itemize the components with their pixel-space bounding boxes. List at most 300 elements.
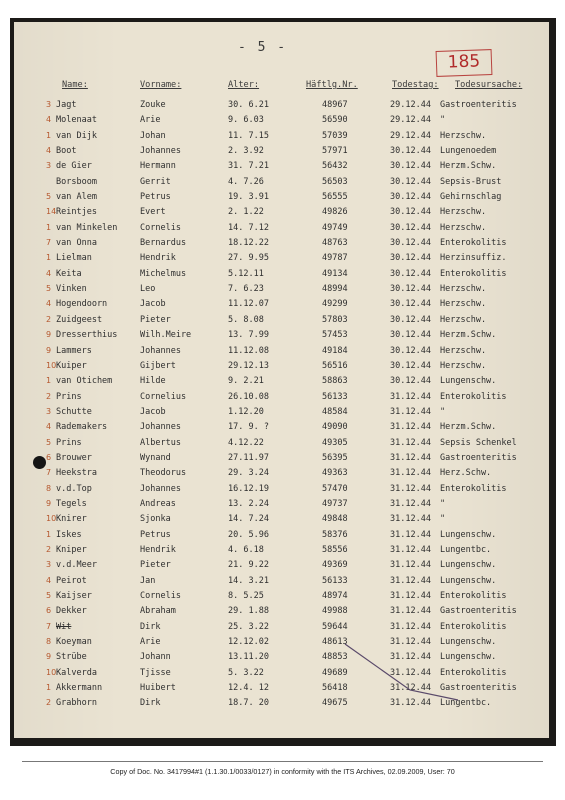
table-row [0, 115, 565, 130]
cell-death-date: 30.12.44 [390, 268, 431, 279]
cell-birthdate: 9. 2.21 [228, 376, 264, 387]
row-tally-mark: 10 [46, 667, 57, 677]
cell-cause-of-death: Herzschw. [440, 299, 487, 310]
table-row [0, 499, 565, 514]
cell-name: van Dijk [56, 130, 97, 141]
row-tally-mark: 7 [46, 468, 52, 478]
cell-cause-of-death: Herzschw. [440, 284, 487, 295]
table-row [0, 545, 565, 560]
cell-birthdate: 29. 3.24 [228, 468, 269, 479]
cell-vorname: Johann [140, 652, 171, 663]
cell-vorname: Dirk [140, 698, 161, 709]
cell-birthdate: 12.4. 12 [228, 683, 269, 694]
row-tally-mark: 8 [46, 637, 52, 647]
cell-birthdate: 8. 5.25 [228, 591, 264, 601]
cell-prisoner-number: 48974 [322, 591, 348, 601]
table-row [0, 376, 565, 391]
cell-birthdate: 5. 8.08 [228, 314, 264, 325]
cell-name: Prins [56, 437, 82, 448]
cell-vorname: Johan [140, 130, 166, 141]
cell-cause-of-death: Gastroenteritis [440, 452, 517, 463]
cell-name: Dekker [56, 606, 87, 617]
row-tally-mark: 14 [46, 207, 57, 217]
row-tally-mark: 2 [46, 544, 52, 554]
cell-name: Molenaat [56, 115, 97, 126]
cell-prisoner-number: 49988 [322, 606, 348, 617]
cell-birthdate: 11.12.07 [228, 299, 269, 310]
row-tally-mark: 6 [46, 606, 52, 616]
cell-cause-of-death: Enterokolitis [440, 621, 507, 632]
row-tally-mark: 5 [46, 192, 52, 202]
cell-vorname: Jacob [140, 406, 166, 417]
cell-name: Boot [56, 146, 77, 157]
cell-cause-of-death: Lungenoedem [440, 146, 497, 157]
cell-death-date: 30.12.44 [390, 299, 431, 310]
table-row [0, 100, 565, 115]
cell-prisoner-number: 49134 [322, 268, 348, 279]
cell-birthdate: 13. 2.24 [228, 498, 269, 509]
cell-vorname: Pieter [140, 314, 171, 325]
cell-death-date: 31.12.44 [390, 514, 431, 525]
table-row [0, 683, 565, 698]
cell-vorname: Johannes [140, 345, 181, 356]
cell-cause-of-death: " [440, 115, 446, 126]
cell-name: Schutte [56, 406, 92, 417]
table-row [0, 668, 565, 683]
cell-prisoner-number: 57453 [322, 330, 348, 341]
cell-birthdate: 1.12.20 [228, 406, 264, 417]
cell-vorname: Michelmus [140, 268, 187, 279]
cell-birthdate: 5. 3.22 [228, 667, 264, 678]
death-register-list [0, 100, 565, 714]
row-tally-mark: 4 [46, 146, 52, 156]
cell-birthdate: 17. 9. ? [228, 422, 269, 433]
cell-birthdate: 29. 1.88 [228, 606, 269, 617]
cell-death-date: 31.12.44 [390, 498, 431, 509]
cell-name: Lammers [56, 345, 92, 356]
cell-birthdate: 11. 7.15 [228, 130, 269, 141]
cell-birthdate: 16.12.19 [228, 483, 269, 494]
row-tally-mark: 5 [46, 591, 52, 600]
cell-death-date: 29.12.44 [390, 130, 431, 141]
cell-cause-of-death: " [440, 406, 446, 417]
cell-vorname: Zouke [140, 100, 166, 110]
table-row [0, 284, 565, 299]
cell-name: van Onna [56, 238, 97, 249]
cell-cause-of-death: " [440, 514, 446, 525]
row-tally-mark: 1 [46, 529, 52, 539]
table-row [0, 223, 565, 238]
cell-name: Kalverda [56, 667, 97, 678]
cell-prisoner-number: 49305 [322, 437, 348, 448]
cell-prisoner-number: 57039 [322, 130, 348, 141]
cell-name: v.d.Top [56, 483, 92, 494]
cell-death-date: 30.12.44 [390, 330, 431, 341]
table-row [0, 299, 565, 314]
cell-death-date: 31.12.44 [390, 437, 431, 448]
cell-prisoner-number: 49184 [322, 345, 348, 356]
cell-name: Lielman [56, 253, 92, 264]
cell-birthdate: 19. 3.91 [228, 192, 269, 203]
cell-birthdate: 2. 3.92 [228, 146, 264, 157]
table-row [0, 131, 565, 146]
cell-cause-of-death: Lungenschw. [440, 652, 497, 663]
cell-vorname: Theodorus [140, 468, 187, 479]
row-tally-mark: 3 [46, 100, 52, 109]
cell-prisoner-number: 58863 [322, 376, 348, 387]
cell-death-date: 31.12.44 [390, 667, 431, 678]
cell-prisoner-number: 56590 [322, 115, 348, 126]
cell-cause-of-death: Herzschw. [440, 345, 487, 356]
table-row [0, 637, 565, 652]
header-haftling-nr: Häftlg.Nr. [306, 80, 358, 90]
row-tally-mark: 4 [46, 575, 52, 585]
row-tally-mark: 2 [46, 698, 52, 708]
cell-birthdate: 18.7. 20 [228, 698, 269, 709]
row-tally-mark: 1 [46, 683, 52, 693]
cell-death-date: 31.12.44 [390, 544, 431, 555]
header-todestag: Todestag: [392, 80, 439, 90]
cell-vorname: Huibert [140, 683, 176, 694]
cell-death-date: 31.12.44 [390, 591, 431, 601]
cell-cause-of-death: Lungenschw. [440, 376, 497, 387]
ink-blot [33, 456, 46, 469]
cell-vorname: Hermann [140, 161, 176, 172]
cell-cause-of-death: Enterokolitis [440, 667, 507, 678]
cell-prisoner-number: 48853 [322, 652, 348, 663]
row-tally-mark: 9 [46, 345, 52, 355]
cell-cause-of-death: Herzm.Schw. [440, 330, 497, 341]
cell-death-date: 31.12.44 [390, 422, 431, 433]
cell-prisoner-number: 59644 [322, 621, 348, 632]
cell-birthdate: 21. 9.22 [228, 560, 269, 571]
cell-cause-of-death: Enterokolitis [440, 238, 507, 249]
row-tally-mark: 2 [46, 314, 52, 324]
cell-birthdate: 29.12.13 [228, 360, 269, 371]
row-tally-mark: 1 [46, 376, 52, 386]
cell-vorname: Arie [140, 115, 161, 126]
cell-name: Kuiper [56, 360, 87, 371]
cell-prisoner-number: 48584 [322, 406, 348, 417]
row-tally-mark: 1 [46, 222, 52, 232]
cell-vorname: Sjonka [140, 514, 171, 525]
cell-vorname: Hilde [140, 376, 166, 387]
page-number: - 5 - [238, 40, 288, 55]
cell-vorname: Bernardus [140, 238, 187, 249]
table-row [0, 161, 565, 176]
cell-vorname: Andreas [140, 498, 176, 509]
row-tally-mark: 5 [46, 437, 52, 447]
cell-cause-of-death: Lungentbc. [440, 544, 492, 555]
cell-cause-of-death: " [440, 498, 446, 509]
cell-birthdate: 25. 3.22 [228, 621, 269, 632]
cell-birthdate: 4. 6.18 [228, 544, 264, 555]
cell-cause-of-death: Enterokolitis [440, 268, 507, 279]
table-row [0, 698, 565, 713]
cell-name: Tegels [56, 498, 87, 509]
cell-cause-of-death: Gastroenteritis [440, 606, 517, 617]
cell-birthdate: 2. 1.22 [228, 207, 264, 218]
cell-prisoner-number: 49749 [322, 222, 348, 233]
cell-cause-of-death: Herzschw. [440, 222, 487, 233]
table-row [0, 269, 565, 284]
cell-vorname: Petrus [140, 529, 171, 540]
table-row [0, 591, 565, 606]
cell-death-date: 30.12.44 [390, 314, 431, 325]
cell-birthdate: 13. 7.99 [228, 330, 269, 341]
cell-death-date: 30.12.44 [390, 345, 431, 356]
cell-name: Jagt [56, 100, 77, 110]
cell-birthdate: 12.12.02 [228, 637, 269, 648]
cell-vorname: Pieter [140, 560, 171, 571]
cell-vorname: Jacob [140, 299, 166, 310]
cell-name: Reintjes [56, 207, 97, 218]
row-tally-mark: 2 [46, 391, 52, 401]
cell-death-date: 30.12.44 [390, 253, 431, 264]
cell-death-date: 31.12.44 [390, 391, 431, 402]
table-row [0, 484, 565, 499]
cell-name: Zuidgeest [56, 314, 103, 325]
table-header [0, 80, 565, 96]
cell-vorname: Cornelis [140, 222, 181, 233]
cell-name: Prins [56, 391, 82, 402]
row-tally-mark: 7 [46, 238, 52, 248]
row-tally-mark: 4 [46, 299, 52, 309]
table-row [0, 346, 565, 361]
cell-vorname: Johannes [140, 146, 181, 157]
row-tally-mark: 7 [46, 621, 52, 631]
cell-death-date: 30.12.44 [390, 176, 431, 187]
cell-prisoner-number: 56503 [322, 176, 348, 187]
cell-cause-of-death: Herz.Schw. [440, 468, 492, 479]
cell-cause-of-death: Lungenschw. [440, 637, 497, 648]
archive-footer: Copy of Doc. No. 3417994#1 (1.1.30.1/0033/0127) in conformity with the ITS Archives, 02.09.2009, User: 70 [110, 767, 455, 776]
cell-name: Keita [56, 268, 82, 279]
row-tally-mark: 4 [46, 115, 52, 125]
row-tally-mark: 1 [46, 130, 52, 140]
table-row [0, 514, 565, 529]
cell-prisoner-number: 49689 [322, 667, 348, 678]
row-tally-mark: 3 [46, 560, 52, 570]
table-row [0, 453, 565, 468]
cell-prisoner-number: 58556 [322, 544, 348, 555]
archive-stamp: 185 [436, 49, 493, 77]
row-tally-mark: 6 [46, 452, 52, 462]
cell-death-date: 30.12.44 [390, 360, 431, 371]
cell-prisoner-number: 57971 [322, 146, 348, 157]
cell-death-date: 30.12.44 [390, 238, 431, 249]
cell-prisoner-number: 48967 [322, 100, 348, 110]
cell-death-date: 31.12.44 [390, 468, 431, 479]
row-tally-mark: 10 [46, 514, 57, 524]
cell-death-date: 31.12.44 [390, 683, 431, 694]
header-alter: Alter: [228, 80, 260, 90]
cell-prisoner-number: 56418 [322, 683, 348, 694]
cell-cause-of-death: Sepsis Schenkel [440, 437, 517, 448]
cell-death-date: 31.12.44 [390, 406, 431, 417]
table-row [0, 253, 565, 268]
table-row [0, 207, 565, 222]
cell-cause-of-death: Sepsis-Brust [440, 176, 502, 187]
cell-birthdate: 20. 5.96 [228, 529, 269, 540]
row-tally-mark: 1 [46, 253, 52, 263]
cell-vorname: Leo [140, 284, 156, 295]
cell-birthdate: 27.11.97 [228, 452, 269, 463]
row-tally-mark: 8 [46, 483, 52, 493]
table-row [0, 560, 565, 575]
cell-birthdate: 18.12.22 [228, 238, 269, 249]
cell-death-date: 30.12.44 [390, 284, 431, 295]
table-row [0, 146, 565, 161]
cell-birthdate: 14. 7.12 [228, 222, 269, 233]
row-tally-mark: 9 [46, 330, 52, 340]
cell-cause-of-death: Herzm.Schw. [440, 161, 497, 172]
cell-name: Wit [56, 621, 72, 632]
row-tally-mark: 5 [46, 284, 52, 294]
cell-name: Peirot [56, 575, 87, 586]
cell-death-date: 31.12.44 [390, 606, 431, 617]
cell-vorname: Arie [140, 637, 161, 648]
cell-cause-of-death: Herzinsuffiz. [440, 253, 507, 264]
table-row [0, 330, 565, 345]
cell-birthdate: 14. 3.21 [228, 575, 269, 586]
table-row [0, 177, 565, 192]
cell-prisoner-number: 48763 [322, 238, 348, 249]
cell-cause-of-death: Herzschw. [440, 130, 487, 141]
cell-prisoner-number: 49826 [322, 207, 348, 218]
cell-name: Borsboom [56, 176, 97, 187]
cell-vorname: Tjisse [140, 667, 171, 678]
cell-vorname: Gijbert [140, 360, 176, 371]
table-row [0, 468, 565, 483]
cell-birthdate: 5.12.11 [228, 268, 264, 279]
row-tally-mark: 9 [46, 498, 52, 508]
cell-vorname: Johannes [140, 422, 181, 433]
cell-birthdate: 27. 9.95 [228, 253, 269, 264]
header-name: Name: [62, 80, 88, 90]
cell-death-date: 29.12.44 [390, 100, 431, 110]
cell-death-date: 30.12.44 [390, 207, 431, 218]
cell-prisoner-number: 57803 [322, 314, 348, 325]
cell-name: v.d.Meer [56, 560, 97, 571]
cell-birthdate: 9. 6.03 [228, 115, 264, 126]
cell-prisoner-number: 49299 [322, 299, 348, 310]
cell-name: Hogendoorn [56, 299, 108, 310]
header-vorname: Vorname: [140, 80, 182, 90]
cell-name: Iskes [56, 529, 82, 540]
row-tally-mark: 10 [46, 360, 57, 370]
cell-cause-of-death: Gastroenteritis [440, 100, 517, 110]
cell-prisoner-number: 49369 [322, 560, 348, 571]
table-row [0, 652, 565, 667]
cell-death-date: 30.12.44 [390, 161, 431, 172]
cell-name: Vinken [56, 284, 87, 295]
cell-death-date: 31.12.44 [390, 452, 431, 463]
cell-death-date: 31.12.44 [390, 575, 431, 586]
cell-death-date: 30.12.44 [390, 192, 431, 203]
footer-divider [22, 761, 543, 762]
cell-vorname: Albertus [140, 437, 181, 448]
cell-prisoner-number: 49848 [322, 514, 348, 525]
cell-vorname: Hendrik [140, 253, 176, 264]
cell-prisoner-number: 49363 [322, 468, 348, 479]
cell-birthdate: 11.12.08 [228, 345, 269, 356]
cell-death-date: 31.12.44 [390, 637, 431, 648]
row-tally-mark: 4 [46, 268, 52, 278]
cell-vorname: Cornelis [140, 591, 181, 601]
cell-prisoner-number: 48613 [322, 637, 348, 648]
table-row [0, 606, 565, 621]
cell-name: Akkermann [56, 683, 103, 694]
cell-cause-of-death: Lungentbc. [440, 698, 492, 709]
cell-prisoner-number: 56133 [322, 391, 348, 402]
table-row [0, 315, 565, 330]
table-row [0, 407, 565, 422]
cell-birthdate: 14. 7.24 [228, 514, 269, 525]
header-todesursache: Todesursache: [455, 80, 523, 90]
cell-prisoner-number: 56133 [322, 575, 348, 586]
table-row [0, 361, 565, 376]
cell-birthdate: 4.12.22 [228, 437, 264, 448]
cell-death-date: 30.12.44 [390, 146, 431, 157]
cell-cause-of-death: Herzschw. [440, 314, 487, 325]
row-tally-mark: 3 [46, 406, 52, 416]
cell-cause-of-death: Lungenschw. [440, 560, 497, 571]
cell-prisoner-number: 56516 [322, 360, 348, 371]
cell-vorname: Jan [140, 575, 156, 586]
cell-birthdate: 13.11.20 [228, 652, 269, 663]
cell-name: de Gier [56, 161, 92, 172]
cell-vorname: Gerrit [140, 176, 171, 187]
cell-cause-of-death: Lungenschw. [440, 529, 497, 540]
table-row [0, 530, 565, 545]
cell-birthdate: 31. 7.21 [228, 161, 269, 172]
cell-prisoner-number: 49787 [322, 253, 348, 264]
cell-vorname: Evert [140, 207, 166, 218]
cell-death-date: 31.12.44 [390, 698, 431, 709]
cell-name: Koeyman [56, 637, 92, 648]
table-row [0, 422, 565, 437]
cell-cause-of-death: Gehirnschlag [440, 192, 502, 203]
cell-name: Kaijser [56, 591, 92, 601]
cell-prisoner-number: 48994 [322, 284, 348, 295]
table-row [0, 192, 565, 207]
cell-vorname: Abraham [140, 606, 176, 617]
row-tally-mark: 4 [46, 422, 52, 432]
cell-prisoner-number: 49737 [322, 498, 348, 509]
cell-vorname: Wynand [140, 452, 171, 463]
cell-name: Grabhorn [56, 698, 97, 709]
table-row [0, 392, 565, 407]
cell-vorname: Wilh.Meire [140, 330, 192, 341]
cell-cause-of-death: Herzm.Schw. [440, 422, 497, 433]
cell-cause-of-death: Enterokolitis [440, 391, 507, 402]
cell-name: Brouwer [56, 452, 92, 463]
cell-death-date: 29.12.44 [390, 115, 431, 126]
table-row [0, 438, 565, 453]
cell-death-date: 31.12.44 [390, 652, 431, 663]
cell-birthdate: 26.10.08 [228, 391, 269, 402]
cell-name: Rademakers [56, 422, 108, 433]
cell-death-date: 30.12.44 [390, 222, 431, 233]
cell-cause-of-death: Gastroenteritis [440, 683, 517, 694]
cell-name: van Otichem [56, 376, 113, 387]
cell-vorname: Hendrik [140, 544, 176, 555]
cell-vorname: Petrus [140, 192, 171, 203]
table-row [0, 622, 565, 637]
cell-cause-of-death: Herzschw. [440, 360, 487, 371]
cell-prisoner-number: 56395 [322, 452, 348, 463]
